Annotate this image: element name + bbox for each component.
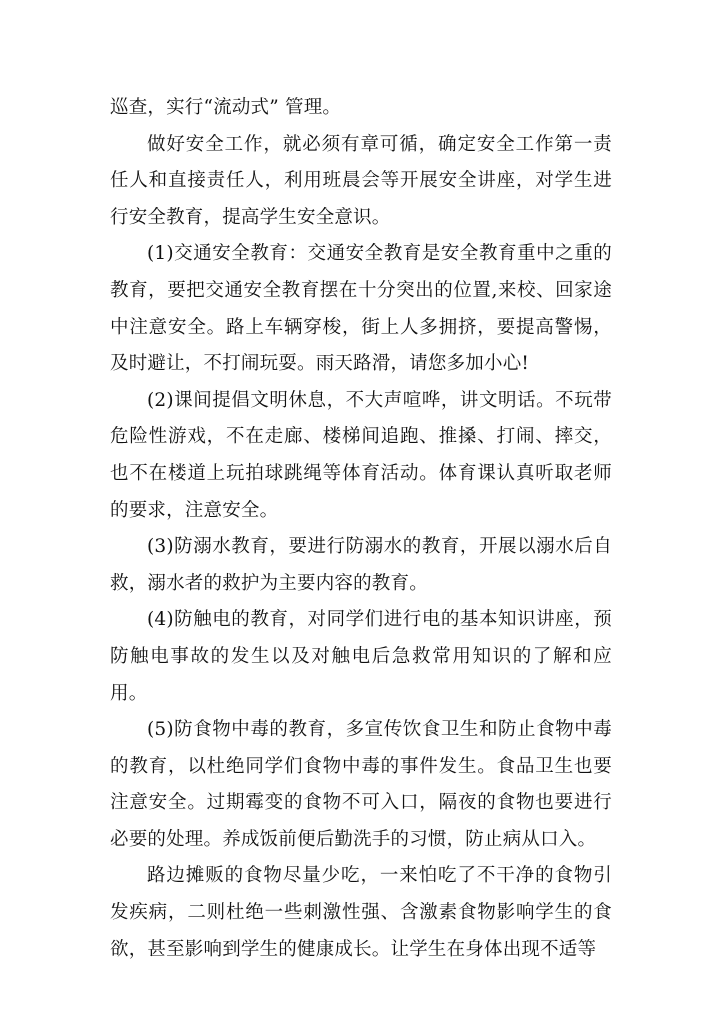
paragraph-traffic-safety: (1)交通安全教育：交通安全教育是安全教育重中之重的教育，要把交通安全教育摆在十分突出的位置,来校、回家途中注意安全。路上车辆穿梭，街上人多拥挤，要提高警惕，及时避让，不打闹玩耍。雨天路滑，请您多加小心! (110, 243, 612, 375)
paragraph-food-poisoning: (5)防食物中毒的教育，多宣传饮食卫生和防止食物中毒的教育，以杜绝同学们食物中毒的事件发生。食品卫生也要注意安全。过期霉变的食物不可入口，隔夜的食物也要进行必要的处理。养成饭前便后勤洗手的习惯，防止病从口入。 (110, 719, 612, 850)
paragraph-safety-work: 做好安全工作，就必须有章可循，确定安全工作第一责任人和直接责任人，利用班晨会等开展安全讲座，对学生进行安全教育，提高学生安全意识。 (110, 133, 612, 228)
paragraph-street-food: 路边摊贩的食物尽量少吃，一来怕吃了不干净的食物引发疾病，二则杜绝一些刺激性强、含激素食物影响学生的食欲，甚至影响到学生的健康成长。让学生在身体出现不适等 (110, 865, 612, 960)
document-body (110, 90, 612, 968)
paragraph-drowning-prevention: (3)防溺水教育，要进行防溺水的教育，开展以溺水后自救，溺水者的救护为主要内容的教育。 (110, 536, 612, 594)
paragraph-electric-shock: (4)防触电的教育，对同学们进行电的基本知识讲座，预防触电事故的发生以及对触电后急救常用知识的了解和应用。 (110, 609, 612, 704)
paragraph-break-time: (2)课间提倡文明休息，不大声喧哗，讲文明话。不玩带危险性游戏，不在走廊、楼梯间追跑、推搡、打闹、摔交，也不在楼道上玩拍球跳绳等体育活动。体育课认真听取老师的要求，注意安全。 (110, 389, 612, 521)
paragraph-continuation: 巡查，实行“流动式” 管理。 (110, 97, 342, 118)
